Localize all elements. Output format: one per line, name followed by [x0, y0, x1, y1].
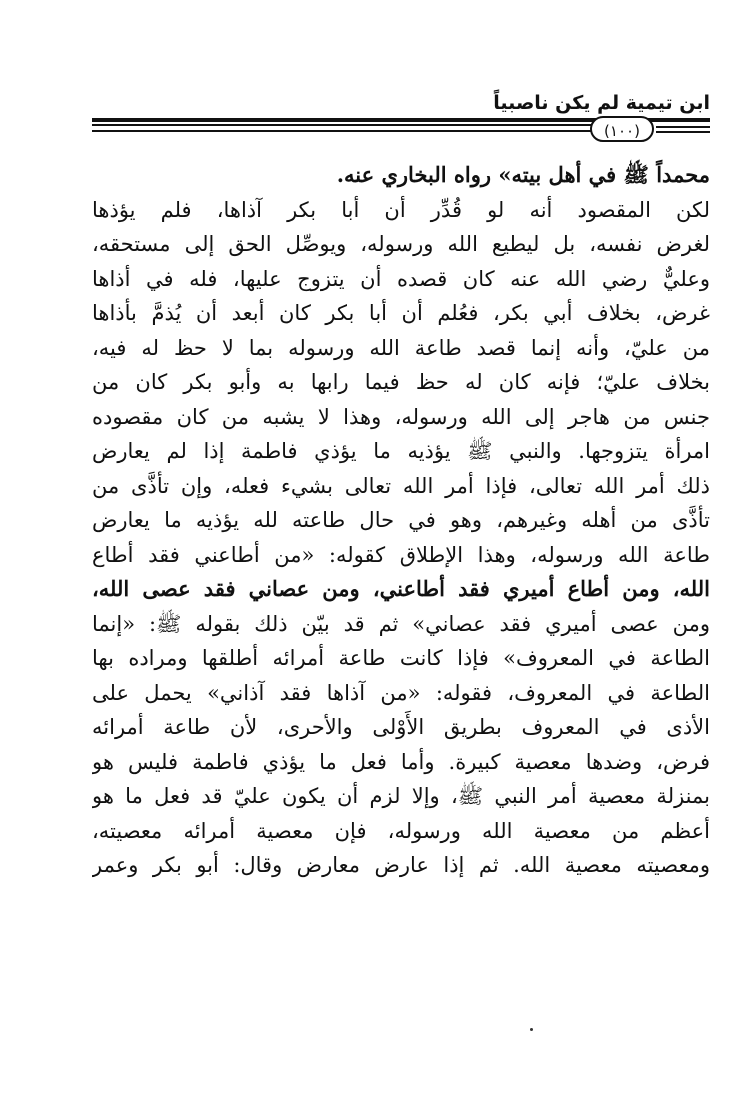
text-line: لغرض نفسه، بل ليطيع الله ورسوله، ويوصِّل الحق إلى مستحقه،: [92, 232, 710, 256]
text-line: الطاعة في المعروف» فإذا كانت طاعة أمرائه أطلقها ومراده بها: [92, 646, 710, 670]
page-number-ornament-second: [656, 131, 710, 133]
text-line: جنس من هاجر إلى الله ورسوله، وهذا لا يشبه من كان مقصوده: [92, 404, 710, 429]
running-title: ابن تيمية لم يكن ناصبياً: [493, 92, 710, 114]
text-line: طاعة الله ورسوله، وهذا الإطلاق كقوله: «من أطاعني فقد أطاع: [92, 542, 710, 567]
text-line: لكن المقصود أنه لو قُدِّر أن أبا بكر آذاها، فلم يؤذها: [92, 197, 710, 222]
text-line: امرأة يتزوجها. والنبي ﷺ يؤذيه ما يؤذي فاطمة إذا لم يعارض: [92, 439, 710, 463]
text-line: وعليٌّ رضي الله عنه كان قصده أن يتزوج عليها، فله في أذاها: [92, 266, 710, 291]
text-line: من عليّ، وأنه إنما قصد طاعة الله ورسوله بما لا حظ له فيه،: [92, 335, 710, 360]
page-number-ornament: [656, 126, 710, 128]
header-rule-thin: [92, 124, 592, 126]
text-line: بمنزلة معصية أمر النبي ﷺ، وإلا لزم أن يكون عليّ قد فعل ما هو: [92, 784, 710, 808]
text-line: الطاعة في المعروف، فقوله: «من آذاها فقد آذاني» يحمل على: [92, 680, 710, 705]
page-number: (١٠٠): [590, 116, 654, 142]
text-line: بخلاف عليّ؛ فإنه كان له حظ فيما رابها به وأبو بكر كان من: [92, 370, 710, 394]
scan-speck: [530, 1028, 533, 1031]
text-line: ومن عصى أميري فقد عصاني» ثم قد بيّن ذلك بقوله ﷺ: «إنما: [92, 611, 710, 636]
text-line: فرض، وضدها معصية كبيرة. وأما فعل ما يؤذي فاطمة فليس هو: [92, 749, 710, 774]
text-line: ومعصيته معصية الله. ثم إذا عارض معارض وقال: أبو بكر وعمر: [92, 853, 710, 877]
text-line: غرض، بخلاف أبي بكر، فعُلم أن أبا بكر كان أبعد أن يُذمَّ بأذاها: [92, 301, 710, 325]
text-line: تأذَّى من أهله وغيرهم، وهو في حال طاعته لله يؤذيه ما يعارض: [92, 508, 710, 532]
page-header: [92, 92, 710, 152]
text-line-hadith: الله، ومن أطاع أميري فقد أطاعني، ومن عصاني فقد عصى الله،: [92, 576, 710, 601]
text-line: ذلك أمر الله تعالى، فإذا أمر الله تعالى بشيء فعله، وإن تأذَّى من: [92, 473, 710, 498]
text-line: محمداً ﷺ في أهل بيته» رواه البخاري عنه.: [336, 162, 710, 187]
text-line: الأذى في المعروف بطريق الأَوْلى والأحرى، لأن طاعة أمرائه: [92, 715, 710, 739]
text-line: أعظم من معصية الله ورسوله، فإن معصية أمرائه معصيته،: [92, 818, 710, 843]
header-rule-thin-second: [92, 130, 592, 132]
page-body: [92, 158, 710, 883]
